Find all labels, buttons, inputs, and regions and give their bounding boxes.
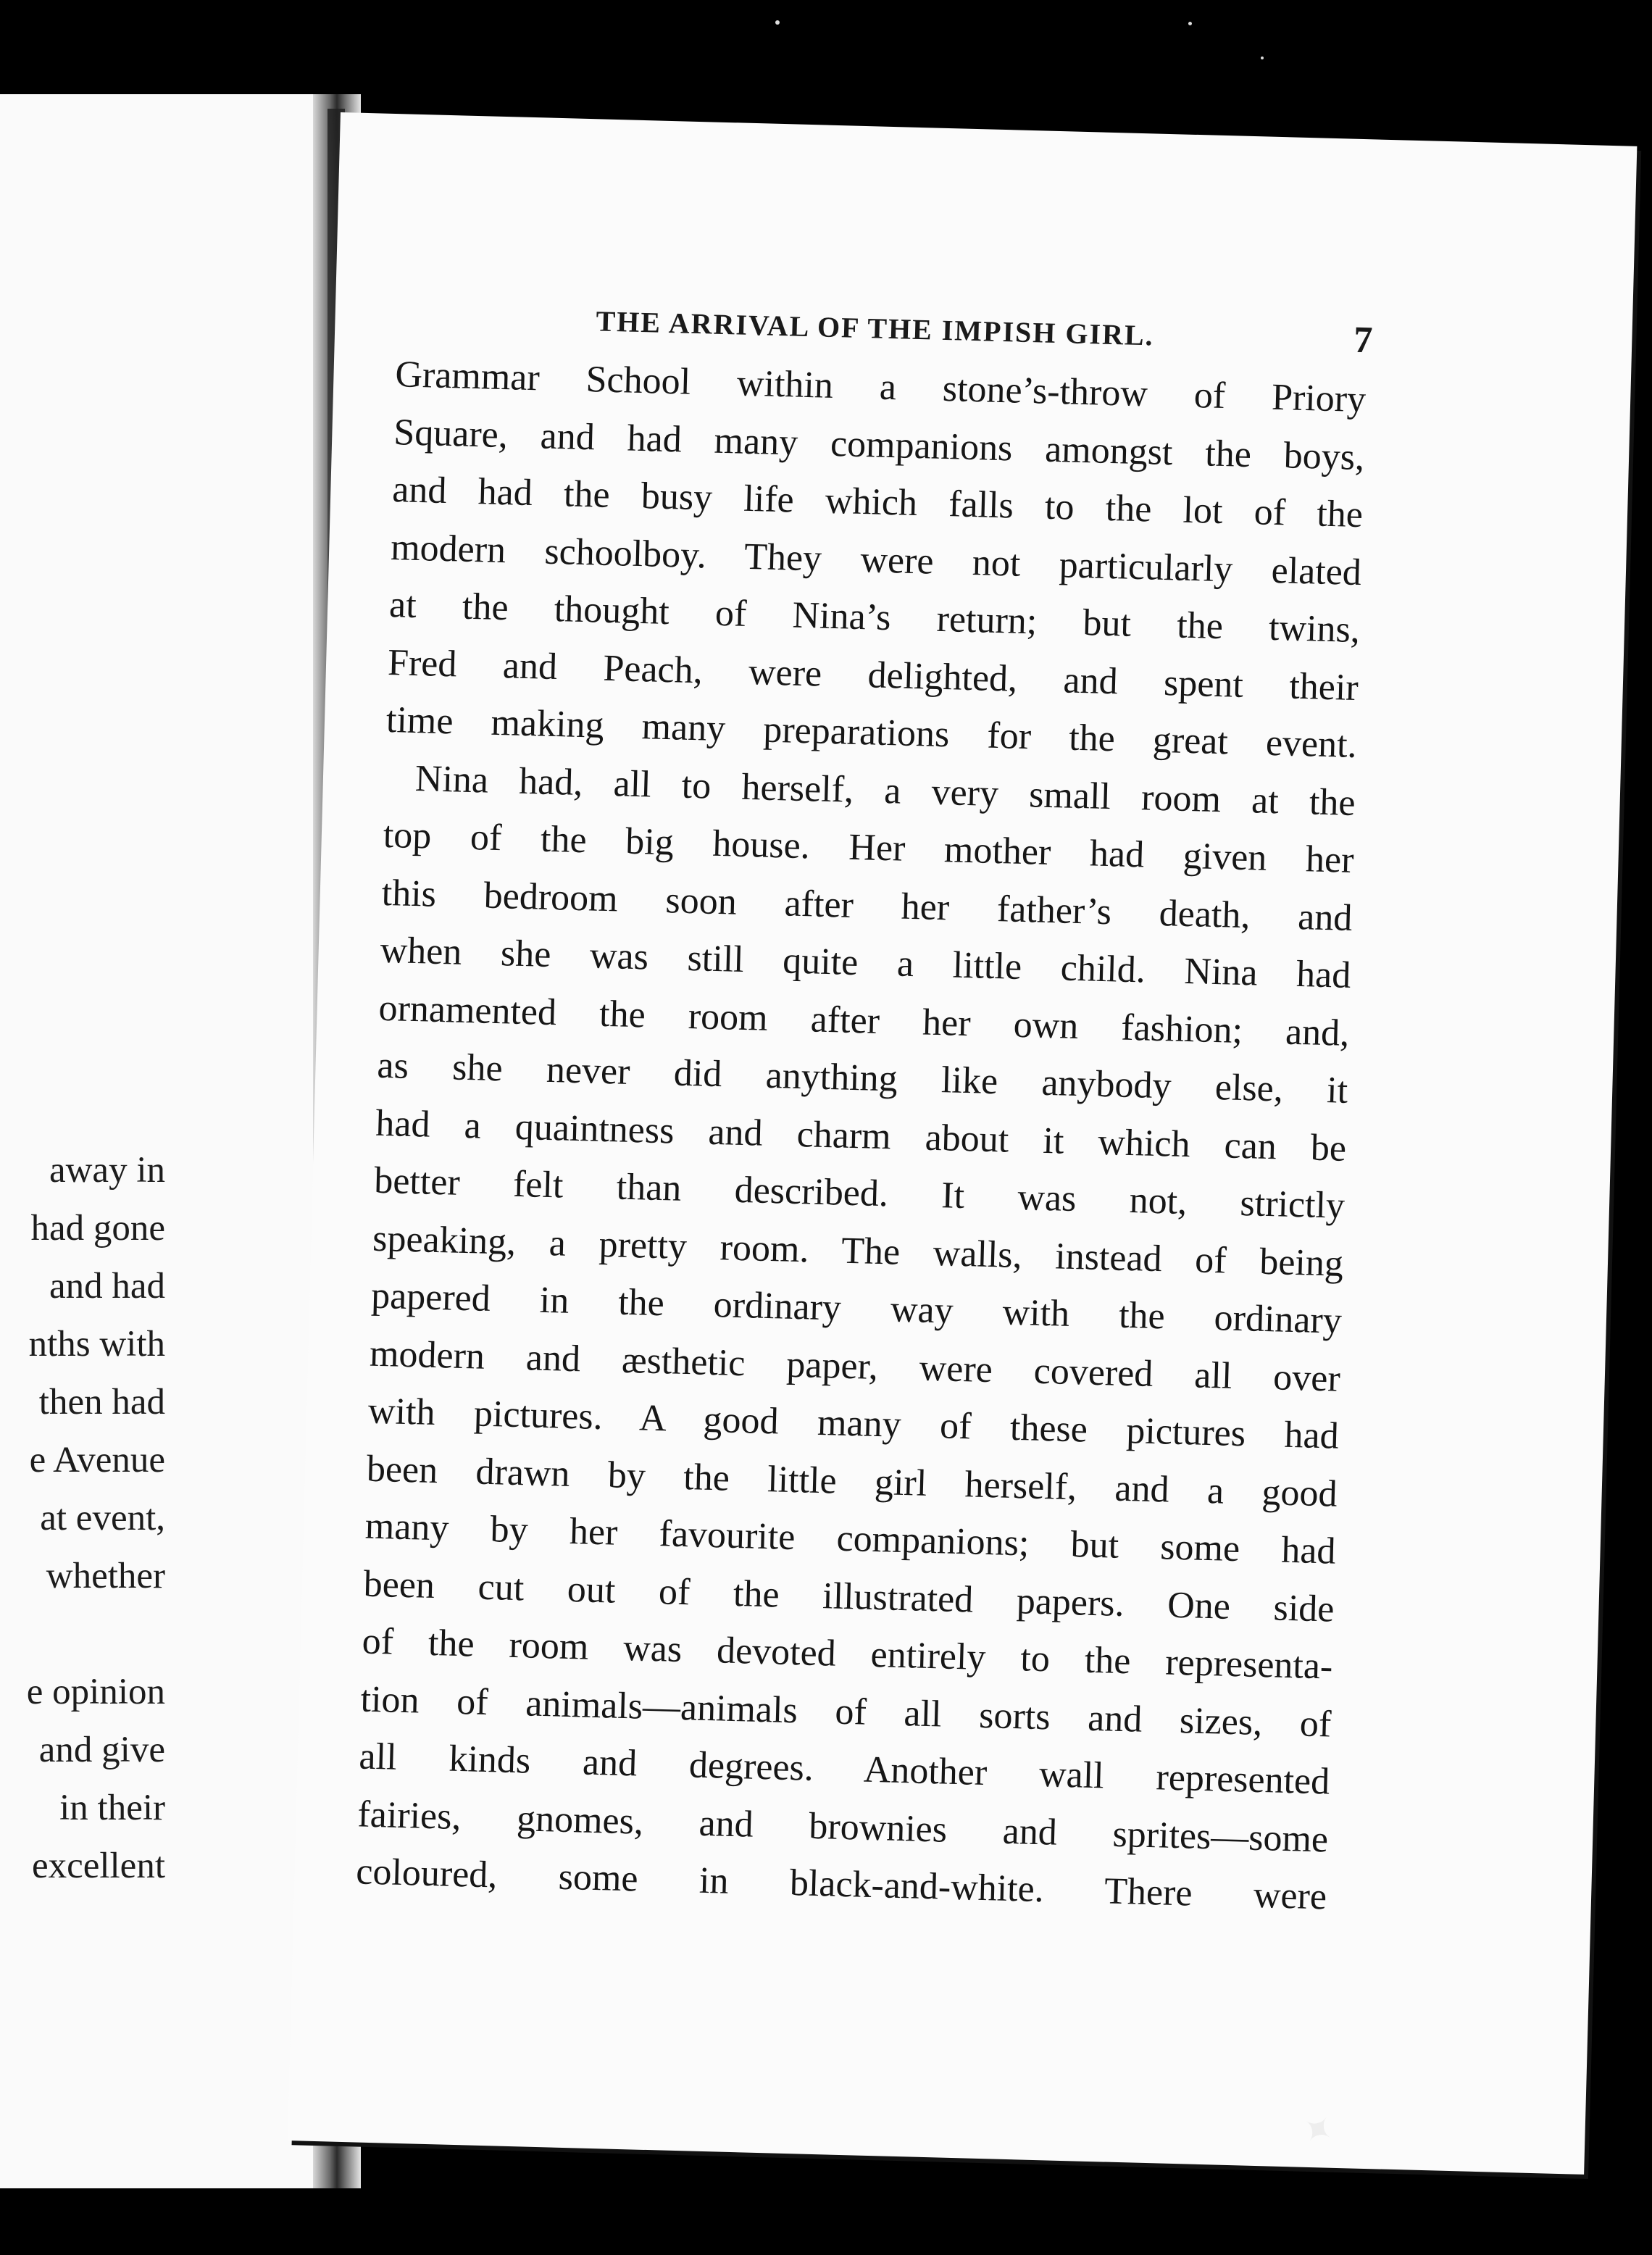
scan-speck (1261, 57, 1264, 59)
text-line: ornamented the room after her own fashion; and, (377, 987, 1350, 1054)
text-line: at the thought of Nina’s return; but the twins, (388, 584, 1361, 651)
text-line: tion of animals—animals of all sorts and sizes, of (359, 1677, 1332, 1746)
text-line: with pictures. A good many of these pictures had (367, 1390, 1340, 1457)
left-page-line: and had (49, 1266, 165, 1306)
text-line: all kinds and degrees. Another wall represented (358, 1735, 1330, 1803)
left-page-line: and give (38, 1730, 165, 1770)
text-line: speaking, a pretty room. The walls, instead of being (372, 1217, 1344, 1285)
text-line: coloured, some in black-and-white. There were (355, 1851, 1327, 1918)
text-line: as she never did anything like anybody else, it (376, 1044, 1348, 1112)
text-line: of the room was devoted entirely to the representa- (362, 1620, 1334, 1688)
text-line: papered in the ordinary way with the ordinary (370, 1275, 1343, 1342)
left-page-line: nths with (28, 1324, 165, 1364)
text-line: modern and æsthetic paper, were covered all over (369, 1333, 1341, 1400)
left-page-line: whether (46, 1556, 165, 1596)
text-line: fairies, gnomes, and brownies and sprites—some (356, 1793, 1329, 1860)
left-page-line: in their (59, 1788, 165, 1828)
text-line: been drawn by the little girl herself, and a good (366, 1448, 1338, 1515)
paragraph-first-line: Nina had, all to herself, a very small room at the (414, 757, 1356, 824)
scan-artifact-mark: ✦ (1292, 2104, 1342, 2157)
left-page-line: excellent (31, 1846, 165, 1886)
page-number: 7 (1353, 319, 1373, 362)
text-line: Fred and Peach, were delighted, and spent their (387, 641, 1359, 709)
left-page-line: had gone (30, 1208, 165, 1249)
text-line: modern schoolboy. They were not particularly elated (390, 526, 1362, 593)
text-line: Square, and had many companions amongst the boys, (393, 411, 1365, 478)
left-page-line: e opinion (26, 1672, 165, 1712)
running-head: THE ARRIVAL OF THE IMPISH GIRL. (595, 304, 1155, 352)
left-page-line: e Avenue (29, 1440, 165, 1480)
text-line: time making many preparations for the great event. (385, 699, 1358, 767)
body-text (355, 346, 1367, 1926)
text-line: this bedroom soon after her father’s death, and (381, 872, 1353, 939)
right-page (288, 112, 1638, 2175)
scan-speck (775, 20, 780, 25)
text-line: better felt than described. It was not, strictly (373, 1159, 1346, 1227)
text-line: many by her favourite companions; but some had (364, 1505, 1337, 1572)
text-line: and had the busy life which falls to the lot of the (391, 469, 1364, 536)
text-line: had a quaintness and charm about it which can be (375, 1102, 1347, 1170)
scan-speck (1188, 22, 1192, 25)
left-page (0, 94, 326, 2188)
text-line: when she was still quite a little child. Nina had (380, 929, 1352, 996)
text-line: top of the big house. Her mother had given her (383, 814, 1355, 881)
text-line: Grammar School within a stone’s-throw of Priory (394, 354, 1367, 421)
left-page-line: away in (49, 1150, 165, 1191)
left-page-line: then had (38, 1382, 165, 1422)
text-line: been cut out of the illustrated papers. One side (363, 1563, 1335, 1630)
left-page-line: at event, (40, 1498, 165, 1538)
